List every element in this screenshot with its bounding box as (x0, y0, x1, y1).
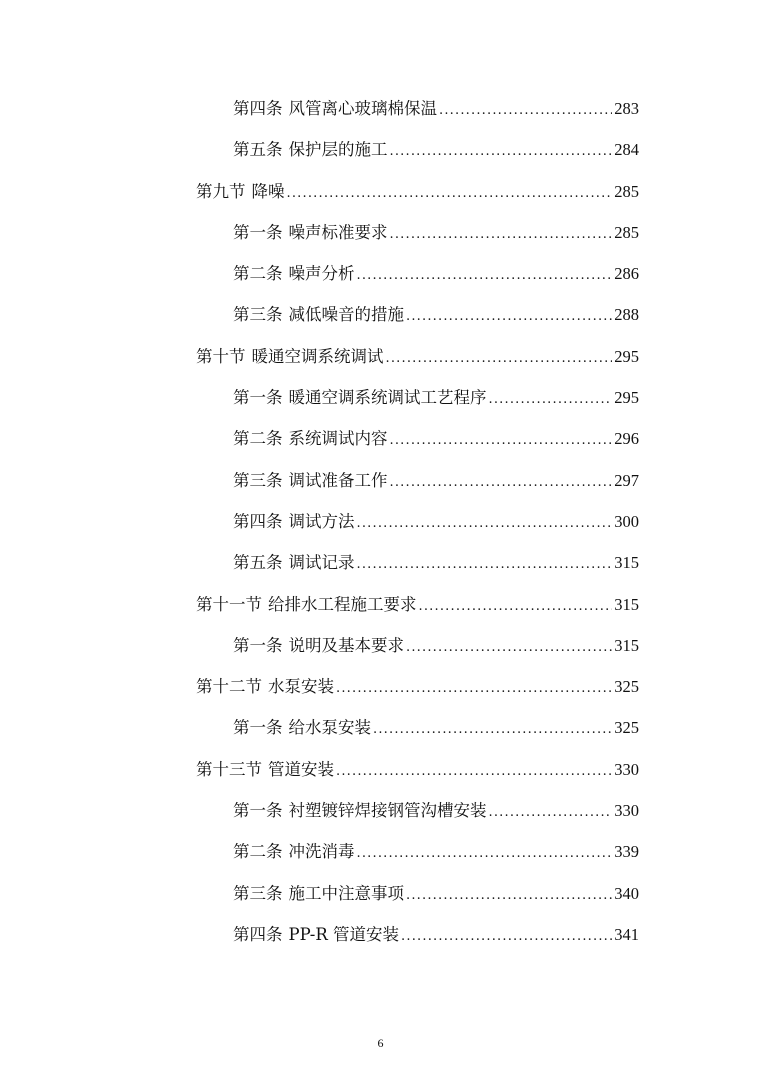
toc-entry-page: 296 (614, 429, 639, 449)
toc-entry-line (196, 584, 639, 627)
toc-entry-page: 325 (614, 718, 639, 738)
toc-entry-page: 285 (614, 181, 639, 201)
toc-entry-number: 第一条 (233, 222, 283, 242)
toc-entry-title: 噪声分析 (288, 264, 355, 284)
toc-entry-title: 调试方法 (288, 511, 355, 531)
toc-entry-page: 330 (614, 759, 639, 779)
toc-dot-leader (439, 90, 612, 131)
toc-entry-page: 341 (614, 924, 639, 944)
toc-entry-page: 315 (614, 553, 639, 573)
toc-dot-leader (390, 131, 613, 172)
toc-entry-line (233, 377, 639, 420)
toc-entry-page: 283 (614, 99, 639, 118)
toc-section-entry[interactable] (0, 584, 761, 625)
toc-entry-title: 系统调试内容 (288, 429, 388, 449)
toc-dot-leader (357, 544, 613, 585)
toc-dot-leader (357, 255, 613, 296)
toc-dot-leader (489, 792, 613, 833)
toc-entry-page: 285 (614, 222, 639, 242)
toc-entry-line (196, 666, 639, 709)
toc-entry-page: 339 (614, 842, 639, 862)
toc-entry-number: 第一条 (233, 718, 283, 738)
toc-entry-title: 风管离心玻璃棉保温 (288, 99, 437, 118)
toc-entry-title: 给水泵安装 (288, 718, 371, 738)
toc-article-entry[interactable] (0, 377, 761, 418)
toc-entry-number: 第三条 (233, 305, 283, 325)
toc-section-entry[interactable] (0, 666, 761, 707)
toc-entry-line (233, 212, 639, 255)
toc-entry-title: 冲洗消毒 (288, 842, 355, 862)
toc-entry-number: 第一条 (233, 388, 283, 408)
toc-entry-title: 水泵安装 (268, 677, 334, 697)
toc-dot-leader (373, 709, 612, 750)
toc-dot-leader (390, 462, 613, 503)
toc-entry-title: 给排水工程施工要求 (268, 594, 417, 614)
toc-article-entry[interactable] (0, 914, 761, 955)
toc-entry-page: 325 (614, 677, 639, 697)
toc-article-entry[interactable] (0, 253, 761, 294)
toc-dot-leader (357, 833, 613, 874)
toc-article-entry[interactable] (0, 88, 761, 129)
toc-article-entry[interactable] (0, 294, 761, 335)
toc-entry-title: 噪声标准要求 (288, 222, 388, 242)
toc-entry-title: 衬塑镀锌焊接钢管沟槽安装 (288, 801, 487, 821)
toc-entry-title: 说明及基本要求 (288, 635, 404, 655)
toc-entry-line (233, 831, 639, 874)
toc-entry-line (233, 501, 639, 544)
toc-entry-page: 340 (614, 883, 639, 903)
toc-dot-leader (357, 503, 613, 544)
toc-entry-title: 暖通空调系统调试 (251, 346, 384, 366)
toc-entry-number: 第四条 (233, 511, 283, 531)
toc-entry-line (233, 914, 639, 957)
toc-dot-leader (386, 338, 613, 379)
toc-entry-title: 降噪 (251, 181, 285, 201)
toc-entry-number: 第三条 (233, 883, 283, 903)
toc-article-entry[interactable] (0, 831, 761, 872)
toc-dot-leader (336, 668, 612, 709)
toc-entry-page: 284 (614, 140, 639, 160)
toc-article-entry[interactable] (0, 542, 761, 583)
toc-entry-number: 第二条 (233, 429, 283, 449)
toc-entry-title: 调试准备工作 (288, 470, 388, 490)
toc-dot-leader (390, 214, 613, 255)
toc-entry-number: 第九节 (196, 181, 246, 201)
table-of-contents (0, 88, 761, 955)
toc-entry-page: 315 (614, 635, 639, 655)
toc-entry-line (233, 88, 639, 131)
toc-entry-page: 315 (614, 594, 639, 614)
toc-entry-number: 第五条 (233, 553, 283, 573)
toc-dot-leader (419, 586, 613, 627)
toc-entry-line (233, 542, 639, 585)
toc-entry-line (233, 790, 639, 833)
toc-article-entry[interactable] (0, 129, 761, 170)
toc-dot-leader (287, 173, 613, 214)
toc-entry-page: 286 (614, 264, 639, 284)
toc-dot-leader (489, 379, 613, 420)
toc-dot-leader (401, 916, 612, 957)
toc-entry-title: PP-R 管道安装 (288, 924, 400, 944)
toc-article-entry[interactable] (0, 707, 761, 748)
toc-entry-number: 第十一节 (196, 594, 262, 614)
toc-section-entry[interactable] (0, 336, 761, 377)
toc-section-entry[interactable] (0, 171, 761, 212)
toc-entry-number: 第四条 (233, 99, 283, 118)
toc-article-entry[interactable] (0, 501, 761, 542)
toc-entry-line (196, 749, 639, 792)
toc-entry-page: 330 (614, 801, 639, 821)
toc-entry-page: 295 (614, 388, 639, 408)
toc-entry-number: 第一条 (233, 635, 283, 655)
toc-entry-line (233, 460, 639, 503)
toc-dot-leader (406, 627, 612, 668)
toc-article-entry[interactable] (0, 212, 761, 253)
toc-entry-number: 第五条 (233, 140, 283, 160)
toc-entry-line (196, 336, 639, 379)
toc-entry-line (233, 294, 639, 337)
toc-article-entry[interactable] (0, 460, 761, 501)
toc-entry-title: 暖通空调系统调试工艺程序 (288, 388, 487, 408)
toc-article-entry[interactable] (0, 873, 761, 914)
toc-entry-line (233, 707, 639, 750)
toc-section-entry[interactable] (0, 749, 761, 790)
toc-entry-page: 288 (614, 305, 639, 325)
toc-entry-number: 第三条 (233, 470, 283, 490)
toc-entry-number: 第二条 (233, 842, 283, 862)
toc-entry-number: 第四条 (233, 924, 283, 944)
toc-entry-line (233, 873, 639, 916)
toc-entry-number: 第一条 (233, 801, 283, 821)
toc-entry-number: 第十三节 (196, 759, 262, 779)
toc-entry-line (233, 253, 639, 296)
toc-entry-title: 管道安装 (268, 759, 334, 779)
toc-article-entry[interactable] (0, 418, 761, 459)
toc-dot-leader (406, 875, 612, 916)
toc-entry-line (233, 418, 639, 461)
page-number: 6 (377, 1036, 384, 1050)
toc-entry-number: 第十节 (196, 346, 246, 366)
toc-entry-page: 300 (614, 511, 639, 531)
toc-entry-line (233, 625, 639, 668)
toc-dot-leader (390, 420, 613, 461)
toc-entry-title: 调试记录 (288, 553, 355, 573)
toc-entry-title: 保护层的施工 (288, 140, 388, 160)
toc-entry-page: 295 (614, 346, 639, 366)
toc-entry-number: 第二条 (233, 264, 283, 284)
toc-entry-title: 减低噪音的措施 (288, 305, 404, 325)
toc-article-entry[interactable] (0, 790, 761, 831)
toc-entry-title: 施工中注意事项 (288, 883, 404, 903)
toc-entry-line (196, 171, 639, 214)
toc-entry-line (233, 129, 639, 172)
toc-dot-leader (406, 296, 612, 337)
toc-entry-page: 297 (614, 470, 639, 490)
toc-dot-leader (336, 751, 612, 792)
toc-entry-number: 第十二节 (196, 677, 262, 697)
toc-article-entry[interactable] (0, 625, 761, 666)
